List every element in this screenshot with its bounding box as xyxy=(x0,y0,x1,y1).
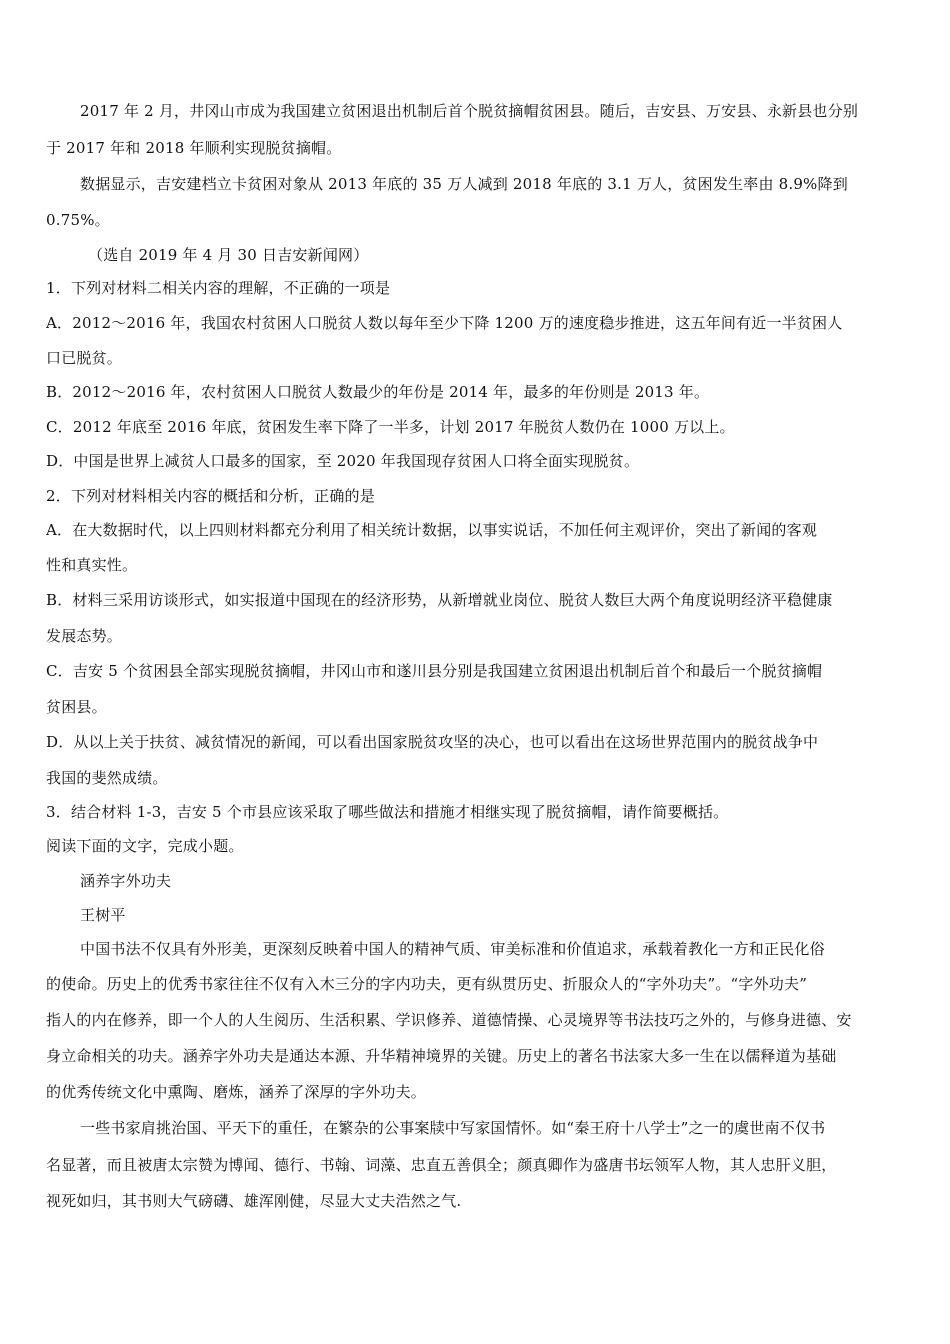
reading-instruction: 阅读下面的文字，完成小题。 xyxy=(46,837,244,855)
option-c: C．2012 年底至 2016 年底，贫困发生率下降了一半多，计划 2017 年脱贫人数仍在 1000 万以上。 xyxy=(46,418,735,436)
option-d: D．从以上关于扶贫、减贫情况的新闻，可以看出国家脱贫攻坚的决心，也可以看出在这场世界范围内的脱贫战争中 xyxy=(46,733,819,751)
option-b: B．2012～2016 年，农村贫困人口脱贫人数最少的年份是 2014 年，最多的年份则是 2013 年。 xyxy=(46,383,710,401)
material-paragraph-line: 2017 年 2 月，井冈山市成为我国建立贫困退出机制后首个脱贫摘帽贫困县。随后，吉安县、万安县、永新县也分别 xyxy=(80,102,859,120)
article-paragraph-line: 一些书家肩挑治国、平天下的重任，在繁杂的公事案牍中写家国情怀。如“秦王府十八学士”之一的虞世南不仅书 xyxy=(80,1119,826,1137)
article-title: 涵养字外功夫 xyxy=(80,872,172,890)
article-paragraph-line: 名显著，而且被唐太宗赞为博闻、德行、书翰、词藻、忠直五善俱全；颜真卿作为盛唐书坛领军人物，其人忠肝义胆， xyxy=(46,1156,837,1174)
question-stem: 1．下列对材料二相关内容的理解，不正确的一项是 xyxy=(46,279,391,297)
material-paragraph-line: 数据显示，吉安建档立卡贫困对象从 2013 年底的 35 万人减到 2018 年底的 3.1 万人，贫困发生率由 8.9%降到 xyxy=(80,175,848,193)
option-d: D．中国是世界上减贫人口最多的国家，至 2020 年我国现存贫困人口将全面实现脱贫。 xyxy=(46,452,640,470)
option-a-continued: 性和真实性。 xyxy=(46,556,138,574)
material-paragraph-line: 0.75%。 xyxy=(46,211,110,229)
material-paragraph-line: 于 2017 年和 2018 年顺利实现脱贫摘帽。 xyxy=(46,139,342,157)
question-stem: 3．结合材料 1-3，吉安 5 个市县应该采取了哪些做法和措施才相继实现了脱贫摘帽，请作简要概括。 xyxy=(46,803,729,821)
option-a: A．在大数据时代，以上四则材料都充分利用了相关统计数据，以事实说话，不加任何主观评价，突出了新闻的客观 xyxy=(46,521,818,539)
article-paragraph-line: 的使命。历史上的优秀书家往往不仅有入木三分的字内功夫，更有纵贯历史、折服众人的“字外功夫”。“字外功夫” xyxy=(46,975,808,993)
option-c-continued: 贫困县。 xyxy=(46,698,107,716)
article-paragraph-line: 身立命相关的功夫。涵养字外功夫是通达本源、升华精神境界的关键。历史上的著名书法家大多一生在以儒释道为基础 xyxy=(46,1047,837,1065)
article-paragraph-line: 中国书法不仅具有外形美，更深刻反映着中国人的精神气质、审美标准和价值追求，承载着教化一方和正民化俗 xyxy=(80,940,825,958)
article-paragraph-line: 的优秀传统文化中熏陶、磨炼，涵养了深厚的字外功夫。 xyxy=(46,1083,427,1101)
option-b-continued: 发展态势。 xyxy=(46,627,123,645)
material-source: （选自 2019 年 4 月 30 日吉安新闻网） xyxy=(88,246,369,264)
article-author: 王树平 xyxy=(80,906,126,924)
article-paragraph-line: 指人的内在修养，即一个人的人生阅历、生活积累、学识修养、道德情操、心灵境界等书法技巧之外的，与修身进德、安 xyxy=(46,1011,852,1029)
option-a-continued: 口已脱贫。 xyxy=(46,349,123,367)
option-d-continued: 我国的斐然成绩。 xyxy=(46,769,168,787)
article-paragraph-line: 视死如归，其书则大气磅礴、雄浑刚健，尽显大丈夫浩然之气. xyxy=(46,1192,462,1210)
option-c: C．吉安 5 个贫困县全部实现脱贫摘帽，井冈山市和遂川县分别是我国建立贫困退出机制后首个和最后一个脱贫摘帽 xyxy=(46,662,823,680)
question-stem: 2．下列对材料相关内容的概括和分析，正确的是 xyxy=(46,487,375,505)
option-a: A．2012～2016 年，我国农村贫困人口脱贫人数以每年至少下降 1200 万的速度稳步推进，这五年间有近一半贫困人 xyxy=(46,314,843,332)
option-b: B．材料三采用访谈形式，如实报道中国现在的经济形势，从新增就业岗位、脱贫人数巨大两个角度说明经济平稳健康 xyxy=(46,591,833,609)
